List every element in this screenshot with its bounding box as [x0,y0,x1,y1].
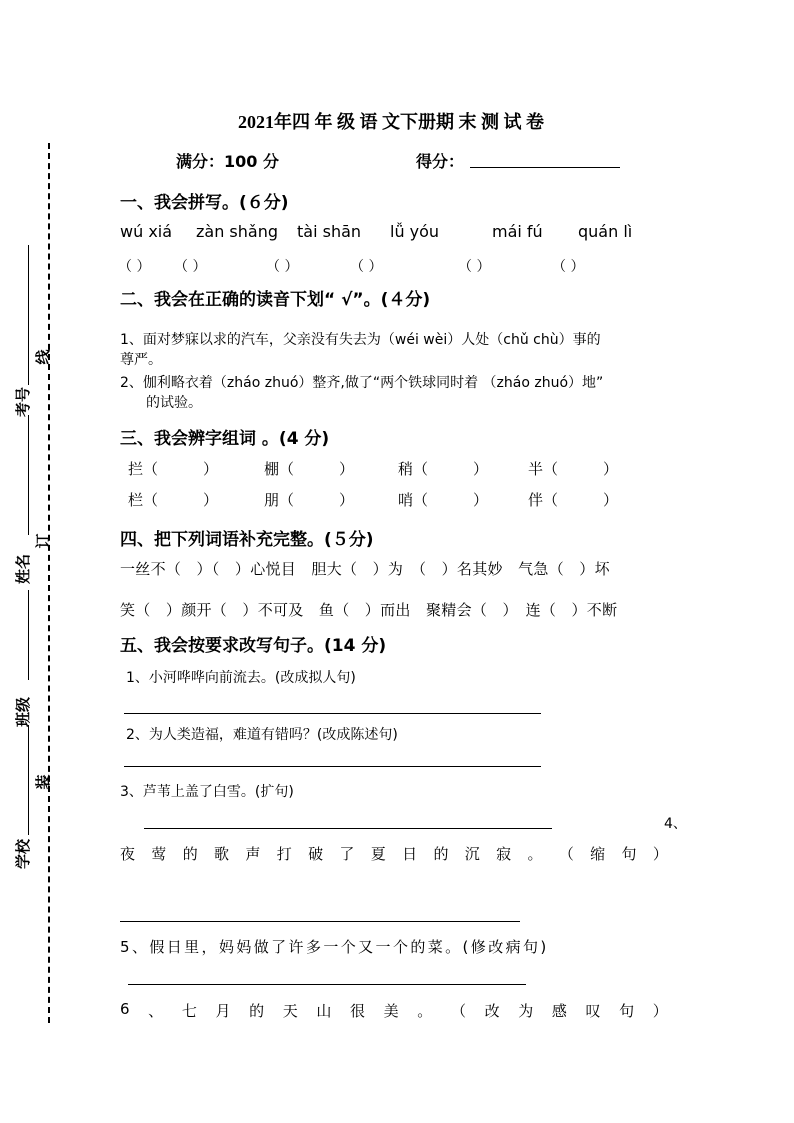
binding-dashed-line [48,143,50,1023]
pinyin-2: zàn shǎng [196,222,279,241]
pinyin-3: tài shān [297,222,362,241]
s5-question-5: 5、假日里，妈妈做了许多一个又一个的菜。(修改病句) [120,938,549,956]
q4-char: ） [652,845,668,863]
q6-char: 句 [619,1002,635,1020]
q4-char: 声 [245,845,261,863]
q6-char: 天 [282,1002,298,1020]
q4-char: 的 [433,845,449,863]
s5-question-3: 3、芦苇上盖了白雪。(扩句) [120,784,294,800]
s5-answer-line-4[interactable] [120,921,520,922]
s3-item-5[interactable]: 栏（ ） [128,491,219,509]
q6-char: 感 [551,1002,567,1020]
q4-char: 打 [276,845,292,863]
q6-char: 美 [383,1002,399,1020]
s2-question-1-line-1: 1、面对梦寐以求的汽车，父亲没有失去为（wéi wèi）人处（chǔ chù）事的 [120,332,601,348]
q4-char: 沉 [464,845,480,863]
s5-question-6 [120,1000,668,1021]
q6-char: 改 [484,1002,500,1020]
s5-question-1: 1、小河哗哗向前流去。(改成拟人句) [126,670,356,686]
s3-item-7[interactable]: 哨（ ） [398,491,489,509]
answer-bracket-1[interactable]: （ ） [118,259,151,275]
answer-bracket-3[interactable]: （ ） [266,259,299,275]
q4-char: 句 [621,845,637,863]
pinyin-1: wú xiá [120,222,173,241]
mark-bind: 订 [34,533,52,549]
q4-char: 莺 [151,845,167,863]
binding-line-exam-number [28,245,29,385]
pinyin-4: lǚ yóu [390,222,440,241]
s3-item-3[interactable]: 稍（ ） [398,460,489,478]
binding-line-class [28,590,29,680]
q4-char: 歌 [214,845,230,863]
q6-char: 叹 [585,1002,601,1020]
s3-item-6[interactable]: 朋（ ） [264,491,355,509]
full-score: 满分：100 分 [176,152,279,171]
q4-char: 。 [527,845,543,863]
s5-answer-line-3[interactable] [144,828,552,829]
label-school: 学校 [14,839,32,870]
q6-char: （ [450,1002,466,1020]
page-title: 2021年四 年 级 语 文下册期 末 测 试 卷 [238,112,544,132]
s2-question-2-line-2: 的试验。 [146,395,202,411]
section-2-heading: 二、我会在正确的读音下划“ √”。(４分) [120,290,431,310]
q6-char: 七 [181,1002,197,1020]
q4-char: 日 [402,845,418,863]
q4-char: 破 [308,845,324,863]
q6-char: 、 [148,1002,164,1020]
q6-char: 。 [417,1002,433,1020]
section-5-heading: 五、我会按要求改写句子。(14 分) [120,636,387,656]
score-label: 得分： [416,152,465,171]
section-3-heading: 三、我会辨字组词 。(4 分) [120,429,330,449]
answer-bracket-4[interactable]: （ ） [350,259,383,275]
mark-line: 线 [34,349,52,365]
section-4-heading: 四、把下列词语补充完整。(５分) [120,530,374,550]
q4-char: 缩 [590,845,606,863]
label-exam-number: 考号 [14,387,32,418]
s3-item-8[interactable]: 伴（ ） [528,491,619,509]
q4-char: 夏 [370,845,386,863]
q4-char: 了 [339,845,355,863]
binding-line-name [28,415,29,535]
s5-question-2: 2、为人类造福，难道有错吗？(改成陈述句) [126,727,398,743]
s5-question-4 [120,843,668,864]
q6-char: 6 [120,1000,130,1018]
s3-item-1[interactable]: 拦（ ） [128,460,219,478]
score-blank-line[interactable] [470,167,620,168]
q4-char: 寂 [496,845,512,863]
s5-answer-line-2[interactable] [124,766,541,767]
label-class: 班级 [14,697,32,728]
pinyin-6: quán lì [578,222,633,241]
label-name: 姓名 [14,554,32,585]
q4-char: 夜 [120,845,136,863]
q4-char: （ [558,845,574,863]
s3-item-4[interactable]: 半（ ） [528,460,619,478]
q6-char: 山 [316,1002,332,1020]
s2-question-1-line-2: 尊严。 [120,352,162,368]
q6-char: 月 [215,1002,231,1020]
q4-char: 的 [182,845,198,863]
q6-char: 的 [249,1002,265,1020]
s5-answer-line-1[interactable] [124,713,541,714]
s5-answer-line-5[interactable] [128,984,526,985]
answer-bracket-2[interactable]: （ ） [174,259,207,275]
s2-question-2-line-1: 2、伽利略衣着（zháo zhuó）整齐,做了“两个铁球同时着 （zháo zhuó）地” [120,375,604,391]
mark-fold: 装 [34,774,52,790]
s3-item-2[interactable]: 棚（ ） [264,460,355,478]
pinyin-5: mái fú [492,222,543,241]
binding-line-school [28,725,29,835]
section-1-heading: 一、我会拼写。(６分) [120,193,289,213]
s4-row-1[interactable]: 一丝不（ ）（ ）心悦目 胆大（ ）为 （ ）名其妙 气急（ ）坏 [120,560,610,578]
q6-char: ） [652,1002,668,1020]
answer-bracket-6[interactable]: （ ） [552,259,585,275]
s5-question-4-number: 4、 [664,816,687,832]
q6-char: 很 [350,1002,366,1020]
s4-row-2[interactable]: 笑（ ）颜开（ ）不可及 鱼（ ）而出 聚精会（ ） 连（ ）不断 [120,601,618,619]
answer-bracket-5[interactable]: （ ） [458,259,491,275]
q6-char: 为 [518,1002,534,1020]
